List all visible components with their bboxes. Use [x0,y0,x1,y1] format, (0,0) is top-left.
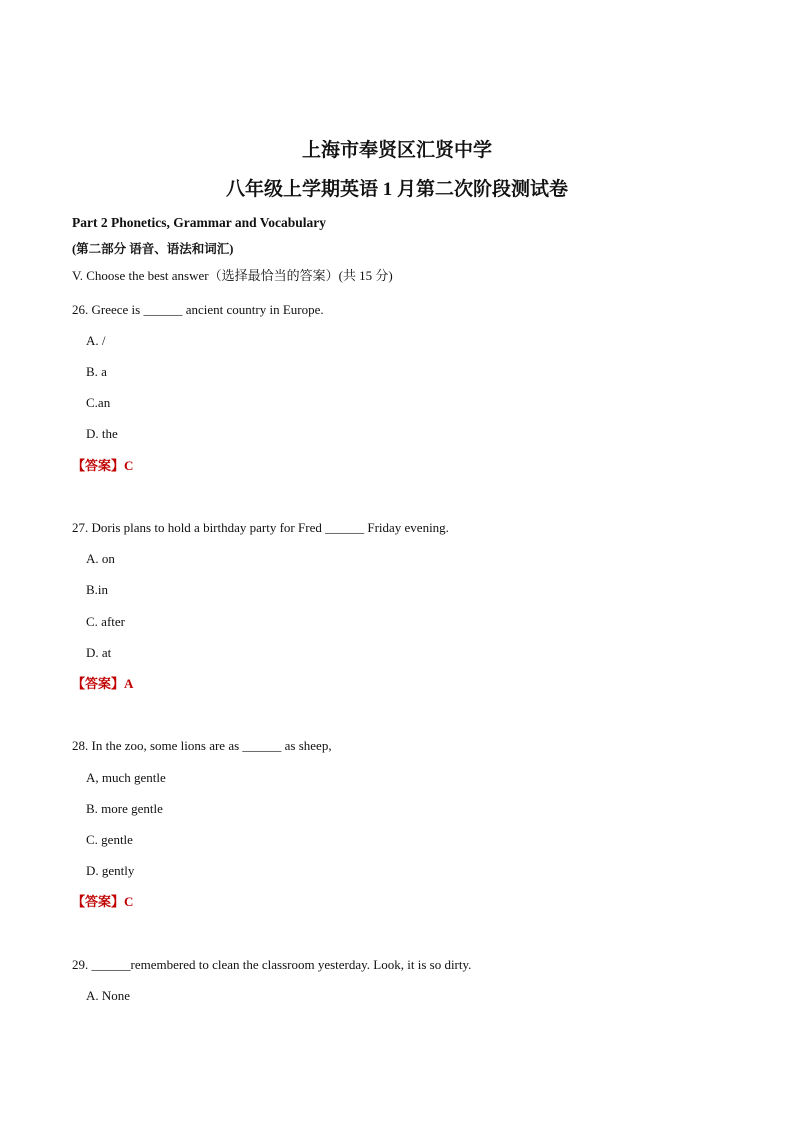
option-d: D. at [86,645,112,660]
option-d: D. the [86,426,118,441]
option-c: C. gentle [86,832,133,847]
school-title: 上海市奉贤区汇贤中学 [301,140,492,161]
question-stem: 28. In the zoo, some lions are as ______ as sheep, [72,738,332,753]
exam-title: 八年级上学期英语 1 月第二次阶段测试卷 [225,179,568,200]
part-subheading: (第二部分 语音、语法和词汇) [72,242,234,256]
question-stem: 26. Greece is ______ ancient country in Europe. [72,302,324,317]
question-stem: 27. Doris plans to hold a birthday party for Fred ______ Friday evening. [72,520,449,535]
option-a: A, much gentle [86,770,166,785]
option-d: D. gently [86,863,135,878]
option-a: A. / [86,333,106,348]
option-a: A. None [86,988,131,1003]
answer-label: 【答案】C [72,894,134,909]
section-instruction: V. Choose the best answer（选择最恰当的答案）(共 15 分) [72,268,393,283]
option-b: B.in [86,582,109,597]
option-b: B. a [86,364,107,379]
option-a: A. on [86,551,115,566]
option-c: C. after [86,614,125,629]
option-c: C.an [86,395,111,410]
option-b: B. more gentle [86,801,163,816]
answer-label: 【答案】C [72,458,134,473]
part-heading: Part 2 Phonetics, Grammar and Vocabulary [72,215,326,230]
answer-label: 【答案】A [72,676,134,691]
question-stem: 29. ______remembered to clean the classroom yesterday. Look, it is so dirty. [72,957,472,972]
